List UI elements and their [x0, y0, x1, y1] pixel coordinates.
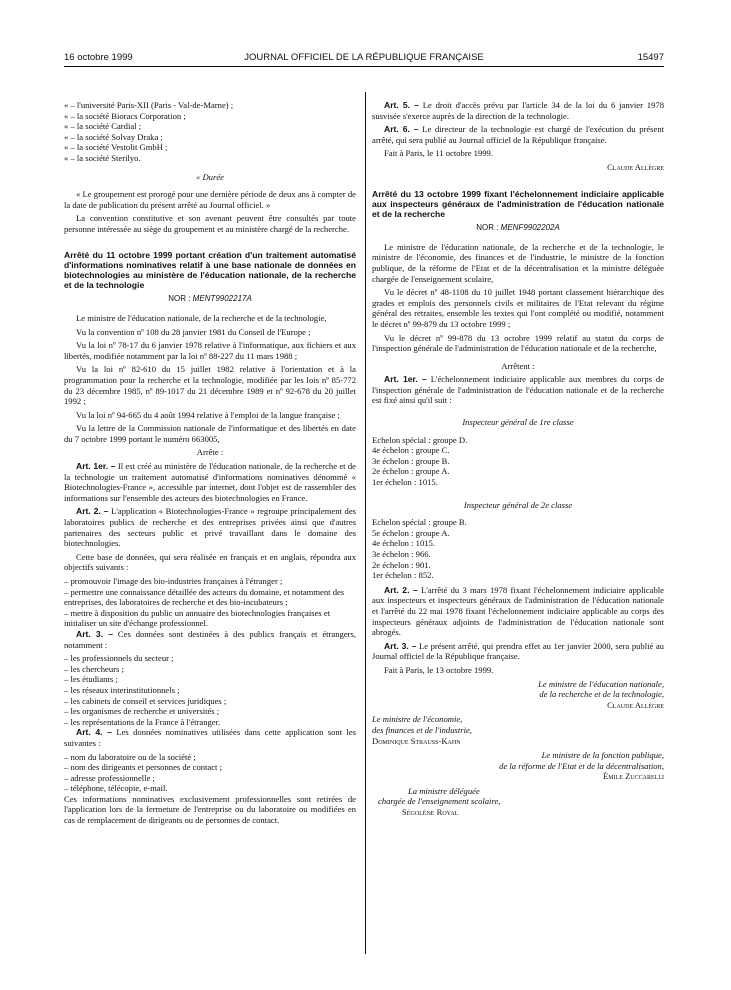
article-text: Le présent arrêté, qui prendra effet au 1er janvier 2000, sera publié au Journal officiel de la République française.	[372, 640, 664, 662]
arretent-heading: Arrêtent :	[501, 360, 535, 371]
visa: Vu la loi nº 82-610 du 15 juillet 1982 relative à l'orientation et à la programmation pour la recherche et la technologie, modifiée par les lois nº 85-772 du 23 décembre 1985, nº 89-1017 du 21 décembre 1989 et nº 92-678 du 20 juillet 1992 ;	[64, 364, 356, 407]
signatory-name: Dominique Strauss-Kahn	[372, 735, 461, 746]
list-item: – les réseaux interinstitutionnels ;	[64, 684, 180, 695]
echelon-line: 1er échelon : 1015.	[372, 477, 438, 488]
decree-title-2: Arrêté du 13 octobre 1999 fixant l'échelonnement indiciaire applicable aux inspecteurs généraux de l'administration de l'éducation nationale et de la recherche	[372, 188, 664, 219]
echelon-line: 1er échelon : 852.	[372, 570, 434, 581]
visa: Vu la lettre de la Commission nationale de l'informatique et des libertés en date du 7 octobre 1999 portant le numéro 663005,	[64, 423, 356, 444]
article-label: Art. 3. –	[76, 628, 114, 639]
signatory-role: de la réforme de l'Etat et de la décentralisation,	[499, 760, 664, 771]
signatory-name: Claude Allègre	[607, 161, 664, 172]
article-label: Art. 3. –	[384, 640, 417, 651]
article-text: Il est créé au ministère de l'éducation nationale, de la recherche et de la technologie un traitement automatisé d'informations nominatives dénommé « Biotechnologies-France », accessible par internet, dont l'objet est de rassembler des informations sur l'ensemble des acteurs des biotechnologies en France.	[64, 461, 356, 503]
article-5	[372, 100, 664, 121]
article-6	[372, 124, 664, 145]
signatory-role: Le ministre de l'éducation nationale,	[538, 678, 664, 689]
echelon-line: 2e échelon : groupe A.	[372, 466, 450, 477]
signatory-role: Le ministre de l'économie,	[372, 714, 463, 725]
echelon-line: 3e échelon : 966.	[372, 549, 431, 560]
header-rule	[64, 66, 664, 67]
nor-reference-2	[372, 223, 664, 234]
article-2-right	[372, 585, 664, 638]
arrete-heading: Arrête :	[196, 447, 224, 458]
list-item: – les chercheurs ;	[64, 663, 124, 674]
nor-reference-1	[64, 294, 356, 305]
article-text: Le droit d'accès prévu par l'article 34 de la loi du 6 janvier 1978 susvisée s'exerce auprès de la direction de la technologie.	[372, 100, 664, 121]
echelon-line: 3e échelon : groupe B.	[372, 455, 450, 466]
article-text: Les données nominatives utilisées dans cette application sont les suivantes :	[64, 727, 356, 748]
list-item: – les professionnels du secteur ;	[64, 653, 174, 664]
echelon-line: 2e échelon : 901.	[372, 559, 431, 570]
visa: Vu la loi nº 78-17 du 6 janvier 1978 relative à l'informatique, aux fichiers et aux libertés, modifiée notamment par la loi nº 88-227 du 11 mars 1988 ;	[64, 340, 356, 361]
class-1-heading: Inspecteur général de 1re classe	[462, 417, 574, 428]
article-1-right	[372, 374, 664, 406]
list-item: – nom du laboratoire ou de la société ;	[64, 751, 196, 762]
visa: Le ministre de l'éducation nationale, de la recherche et de la technologie, le ministre de l'économie, des finances et de l'industrie, le ministre de la fonction publique, de la réforme de l'Etat et de la décentralisation et la ministre déléguée chargée de l'enseignement scolaire,	[372, 241, 664, 284]
echelon-line: 4e échelon : groupe C.	[372, 445, 450, 456]
article-2	[64, 506, 356, 548]
article-label: Art. 2. –	[384, 584, 418, 595]
nor-code: MENT9902217A	[192, 294, 252, 304]
visa: Vu la convention nº 108 du 28 janvier 1981 du Conseil de l'Europe ;	[76, 326, 311, 337]
section-heading-duree: « Durée	[196, 171, 224, 182]
fait-a-paris-1: Fait à Paris, le 11 octobre 1999.	[384, 148, 493, 159]
article-4-paragraph: Ces informations nominatives exclusivement professionnelles sont retirées de l'application lors de la fermeture de l'entreprise ou du laboratoire ou modifiées en cas de remplacement de dirigeants ou de personnes de contact.	[64, 793, 356, 826]
article-text: L'échelonnement indiciaire applicable aux membres du corps de l'inspection générale de l'administration de l'éducation nationale et de la recherche est fixé ainsi qu'il suit :	[372, 374, 665, 406]
header-page-number: 15497	[637, 52, 664, 63]
signatory-role: chargée de l'enseignement scolaire,	[378, 796, 501, 807]
article-text: Le directeur de la technologie est chargé de l'exécution du présent arrêté, qui sera publié au Journal officiel de la République française.	[372, 124, 665, 145]
decree-title-1: Arrêté du 11 octobre 1999 portant création d'un traitement automatisé d'informations nominatives relatif à une base nationale de données en biotechnologies au ministère de l'éducation nationale, de la recherche et de la technologie	[64, 249, 356, 291]
class-2-heading: Inspecteur général de 2e classe	[463, 499, 573, 510]
article-label: Art. 2. –	[76, 506, 109, 517]
list-item: « – la société Bioracs Corporation ;	[64, 110, 186, 121]
header-journal-title: JOURNAL OFFICIEL DE LA RÉPUBLIQUE FRANÇAISE	[244, 52, 484, 63]
article-2-paragraph: Cette base de données, qui sera réalisée en français et en anglais, répondra aux objectifs suivants :	[64, 551, 356, 573]
echelon-line: Echelon spécial : groupe B.	[372, 517, 467, 528]
nor-label: NOR :	[168, 294, 191, 304]
visa: Le ministre de l'éducation nationale, de la recherche et de la technologie,	[76, 312, 327, 323]
signatory-name: Claude Allègre	[607, 699, 664, 710]
list-item: – mettre à disposition du public un annuaire des biotechnologies françaises et initialiser un site d'échange professionnel.	[64, 607, 331, 629]
article-label: Art. 1er. –	[384, 374, 427, 385]
list-item: – les cabinets de conseil et services juridiques ;	[64, 695, 227, 706]
nor-label: NOR :	[476, 223, 499, 233]
signatory-name: Ségolène Royal	[402, 807, 459, 818]
article-4	[64, 727, 356, 748]
list-item: « – l'université Paris-XII (Paris - Val-de-Marne) ;	[64, 100, 234, 110]
list-item: – adresse professionnelle ;	[64, 772, 155, 783]
list-item: – les étudiants ;	[64, 674, 118, 685]
page-header	[64, 52, 664, 66]
visa: Vu le décret nº 99-878 du 13 octobre 1999 relatif au statut du corps de l'inspection générale de l'administration de l'éducation nationale et de la recherche,	[372, 332, 664, 354]
list-item: « – la société Cardial ;	[64, 121, 142, 132]
list-item: « – la société Sterilyo.	[64, 152, 141, 163]
list-item: « – la société Vestolit GmbH ;	[64, 142, 168, 153]
list-item: – permettre une connaissance détaillée des acteurs du domaine, et notamment des entreprises, des laboratoires de recherche et des bio-incubateurs ;	[64, 586, 345, 608]
article-label: Art. 5. –	[384, 100, 419, 110]
list-item: « – la société Solvay Draka ;	[64, 131, 163, 142]
signatory-role: Le ministre de la fonction publique,	[541, 750, 664, 761]
article-text: L'application « Biotechnologies-France » regroupe principalement des laboratoires publics de recherche et des entreprises privées ainsi que d'autres partenaires des secteurs public et privé travaillant dans le domaine des biotechnologies.	[64, 506, 356, 549]
echelon-line: 4e échelon : 1015.	[372, 538, 436, 549]
echelon-line: 5e échelon : groupe A.	[372, 527, 450, 538]
fait-a-paris-2: Fait à Paris, le 13 octobre 1999.	[384, 664, 494, 675]
convention-paragraph: La convention constitutive et son avenant peuvent être consultés par toute personne intéressée au siège du groupement et au ministère chargé de la recherche.	[64, 213, 356, 234]
article-1	[64, 461, 356, 503]
visa: Vu le décret nº 48-1108 du 10 juillet 1948 portant classement hiérarchique des grades et emplois des personnels civils et militaires de l'Etat relevant du régime général des retraites, ensemble les textes qui l'ont complété ou modifié, notamment le décret nº 99-879 du 13 octobre 1999 ;	[372, 287, 664, 329]
signatory-role: La ministre déléguée	[408, 785, 480, 796]
header-date: 16 octobre 1999	[64, 52, 133, 63]
article-text: L'arrêté du 3 mars 1978 fixant l'échelonnement indiciaire applicable aux inspecteurs et inspecteurs généraux de l'administration de l'éducation nationale et l'arrêté du 22 mai 1978 fixant l'échelonnement indiciaire applicable au corps des inspecteurs généraux adjoints de l'administration de l'éducation nationale sont abrogés.	[372, 584, 664, 638]
echelon-line: Echelon spécial : groupe D.	[372, 434, 468, 445]
signatory-role: des finances et de l'industrie,	[372, 724, 472, 735]
list-item: – les représentations de la France à l'étranger.	[64, 716, 221, 727]
list-item: – nom des dirigeants et personnes de contact ;	[64, 762, 222, 773]
article-text: Ces données sont destinées à des publics français et étrangers, notamment :	[64, 628, 356, 650]
article-3	[64, 629, 356, 650]
article-3-right	[372, 641, 664, 662]
nor-code: MENF9902202A	[500, 223, 560, 233]
duree-paragraph: « Le groupement est prorogé pour une dernière période de deux ans à compter de la date de publication du présent arrêté au Journal officiel. »	[64, 189, 356, 210]
column-divider	[365, 92, 366, 954]
article-label: Art. 6. –	[384, 124, 419, 135]
list-item: – les organismes de recherche et universités ;	[64, 706, 220, 717]
right-column	[372, 100, 664, 818]
list-item: – téléphone, télécopie, e-mail.	[64, 783, 168, 794]
list-item: – promouvoir l'image des bio-industries françaises à l'étranger ;	[64, 576, 283, 586]
signatory-name: Émile Zuccarelli	[603, 771, 664, 782]
article-label: Art. 1er. –	[76, 461, 116, 472]
article-label: Art. 4. –	[76, 727, 112, 738]
signatory-role: de la recherche et de la technologie,	[539, 689, 664, 700]
visa: Vu la loi nº 94-665 du 4 août 1994 relative à l'emploi de la langue française ;	[76, 409, 340, 420]
left-column	[64, 100, 356, 829]
